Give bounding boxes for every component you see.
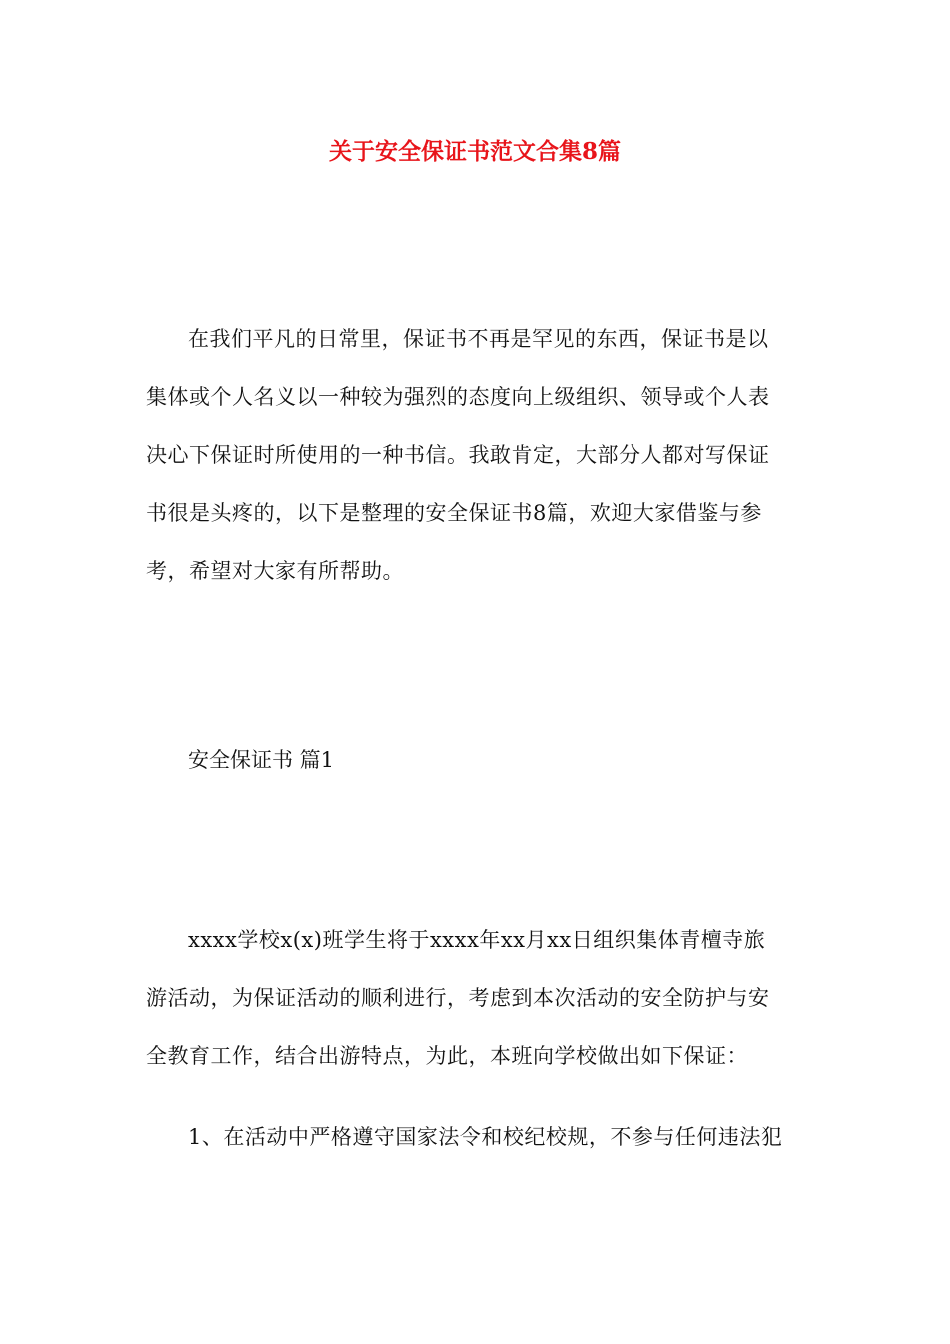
document-title: 关于安全保证书范文合集8篇 — [328, 138, 621, 165]
item-paragraph — [146, 1108, 808, 1166]
intro-line: 决心下保证时所使用的一种书信。我敢肯定，大部分人都对写保证 — [146, 443, 770, 467]
intro-line: 集体或个人名义以一种较为强烈的态度向上级组织、领导或个人表 — [146, 385, 770, 409]
item-line: 1、在活动中严格遵守国家法令和校纪校规，不参与任何违法犯 — [188, 1125, 783, 1149]
intro-line: 在我们平凡的日常里，保证书不再是罕见的东西，保证书是以 — [188, 327, 769, 351]
body-line: 游活动，为保证活动的顺利进行，考虑到本次活动的安全防护与安 — [146, 986, 770, 1010]
section-heading: 安全保证书 篇1 — [188, 748, 335, 772]
intro-line: 书很是头疼的，以下是整理的安全保证书8篇，欢迎大家借鉴与参 — [146, 501, 762, 525]
body-line: 全教育工作，结合出游特点，为此，本班向学校做出如下保证： — [146, 1044, 748, 1068]
body-line: xxxx学校x(x)班学生将于xxxx年xx月xx日组织集体青檀寺旅 — [188, 928, 766, 952]
intro-line: 考，希望对大家有所帮助。 — [146, 559, 404, 583]
intro-paragraph — [146, 310, 808, 600]
body-paragraph — [146, 911, 808, 1085]
